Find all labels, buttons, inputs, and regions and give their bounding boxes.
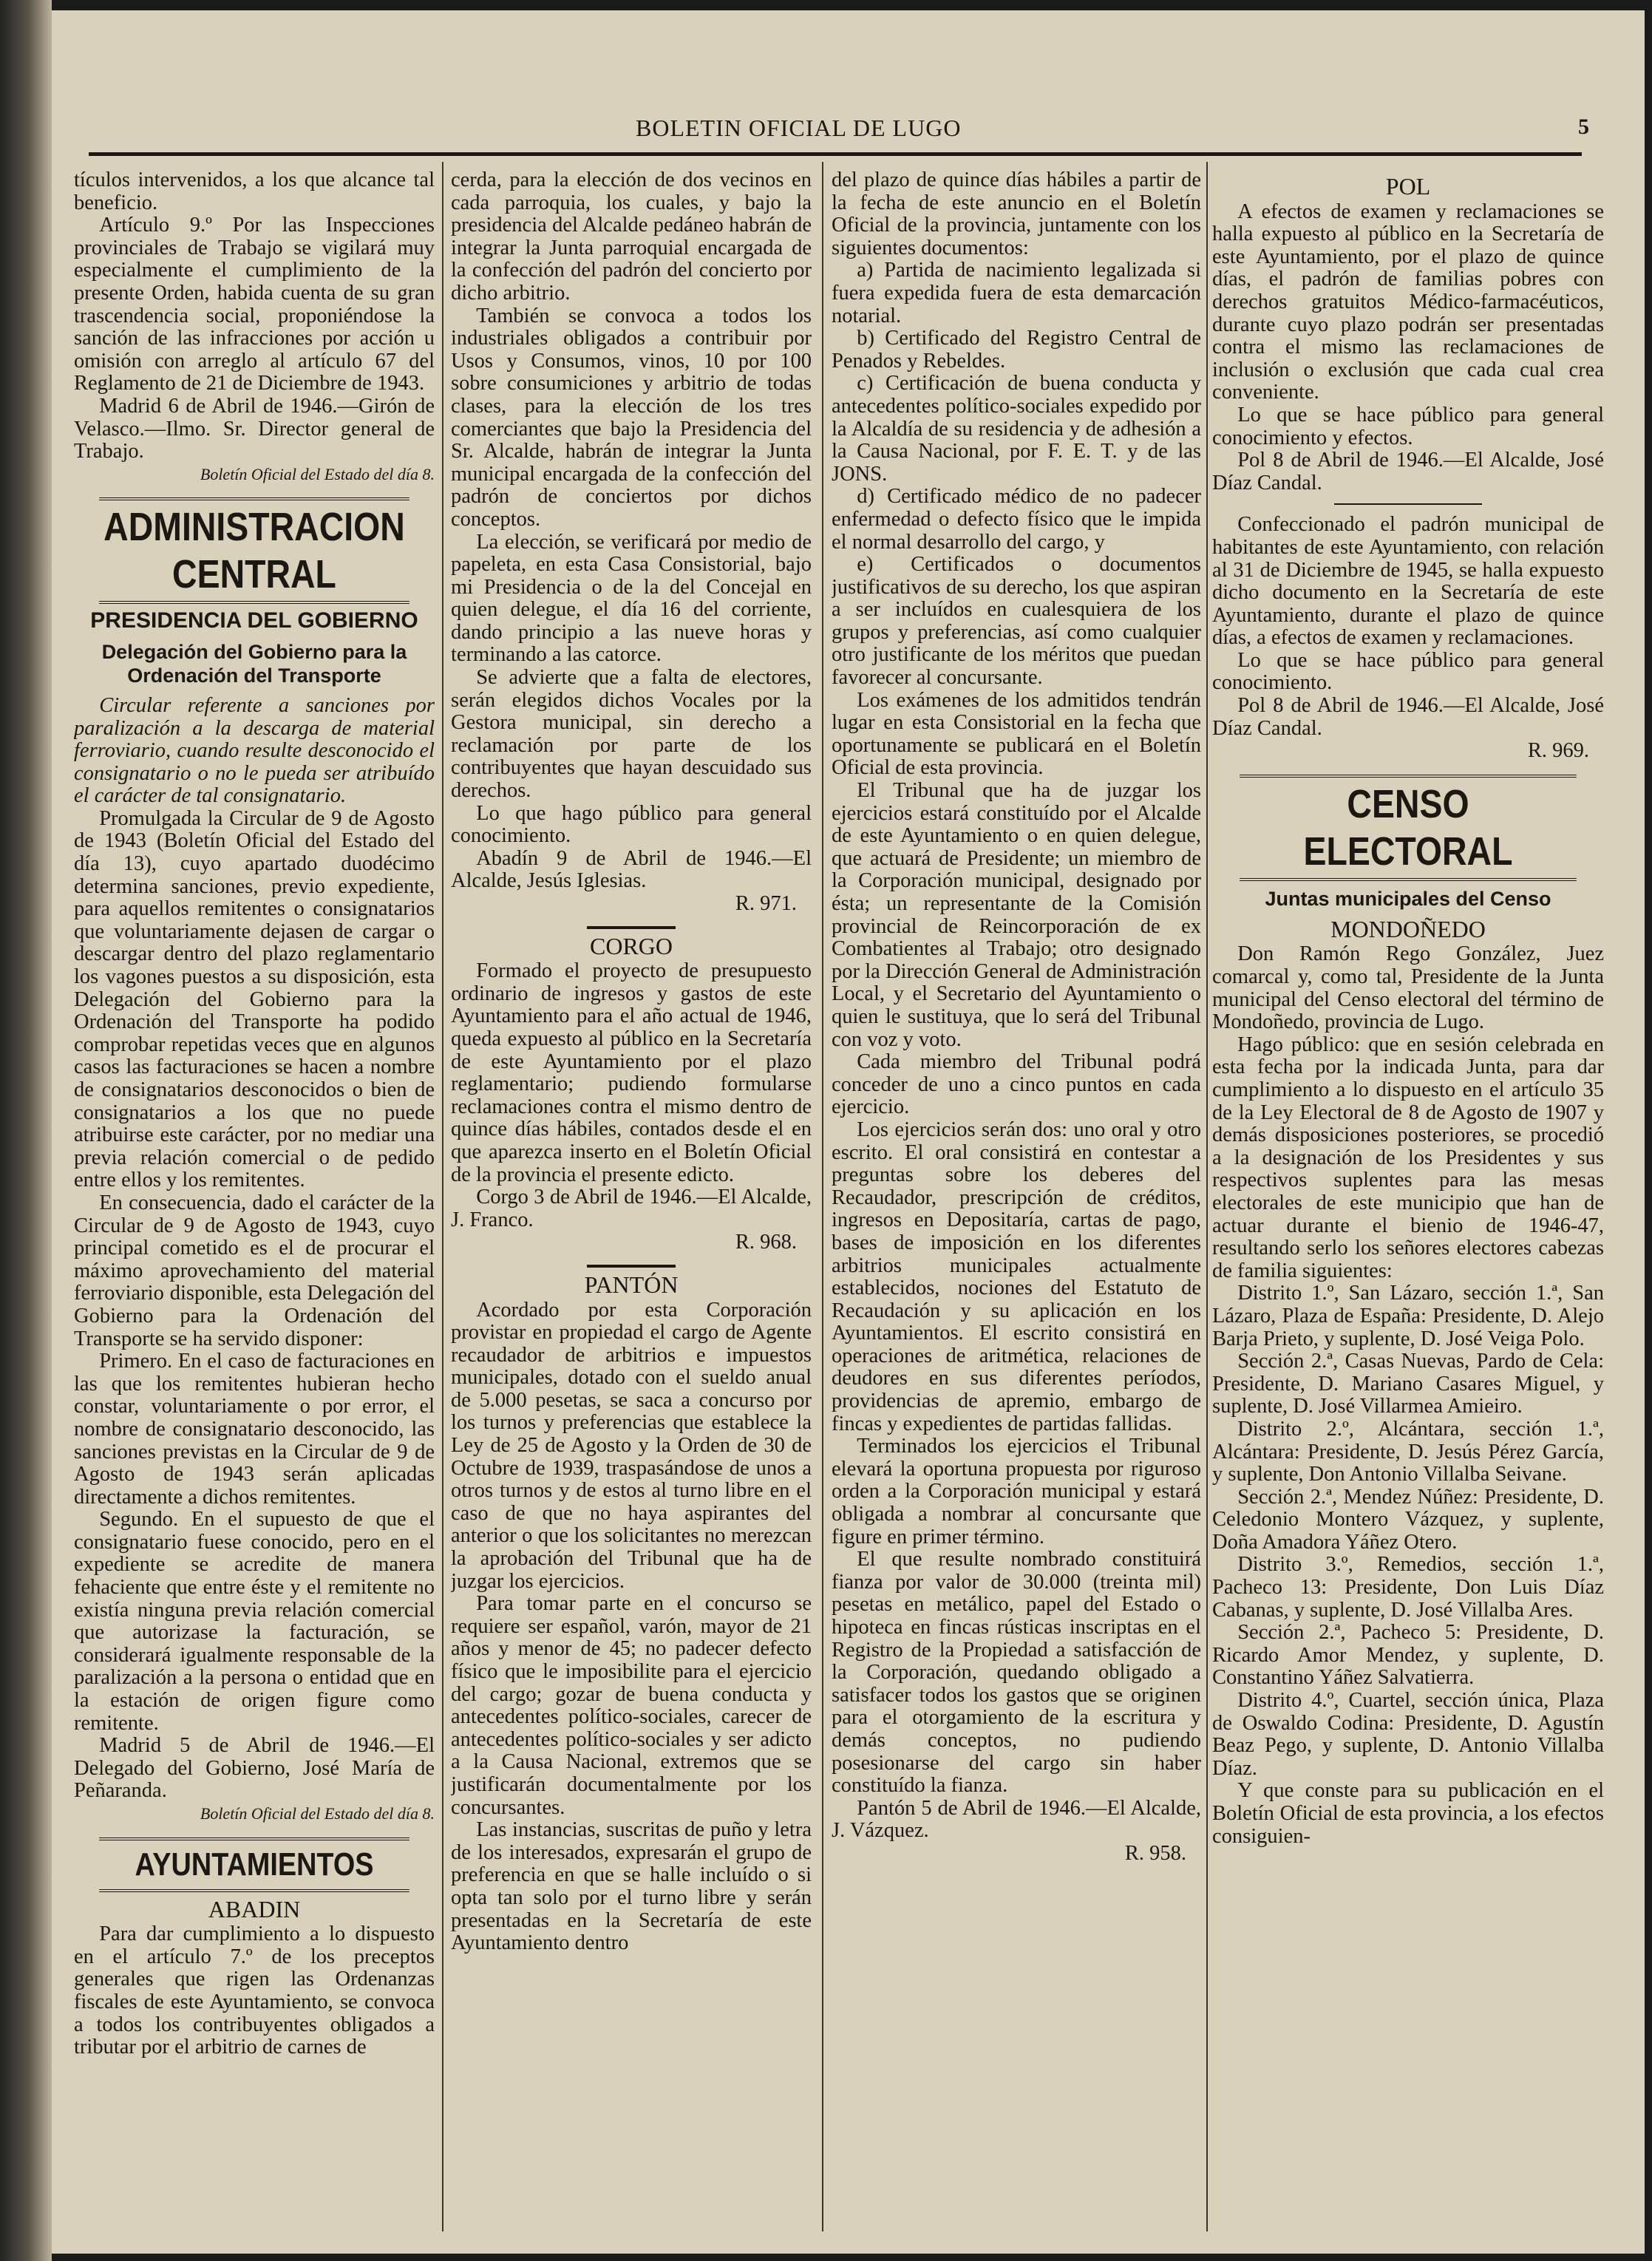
- list-item: a) Partida de nacimiento legalizada si fuera expedida fuera de esta demarcación notarial.: [832, 259, 1201, 327]
- list-item: d) Certificado médico de no padecer enfermedad o defecto físico que le impida el normal desarrollo del cargo, y: [832, 485, 1201, 554]
- paragraph: A efectos de examen y reclamaciones se halla expuesto al público en la Secretaría de este Ayuntamiento, por el plazo de quince días, el padrón de familias pobres con derechos gratuitos Médico-farmacéuticos, durante cuyo plazo podrán ser presentadas contra el mismo las reclamaciones de inclusión o exclusión que cada cual crea conveniente.: [1212, 200, 1604, 404]
- paragraph: Artículo 9.º Por las Inspecciones provinciales de Trabajo se vigilará muy especialmente el cumplimiento de la presente Orden, habida cuenta de su gran trascendencia social, proponiéndose la sanción de las infracciones por acción u omisión con arreglo al artículo 67 del Reglamento de 21 de Diciembre de 1943.: [74, 214, 435, 395]
- header-title: BOLETIN OFICIAL DE LUGO: [636, 115, 962, 141]
- paragraph: El que resulte nombrado constituirá fianza por valor de 30.000 (treinta mil) pesetas en metálico, papel del Estado o hipoteca en fincas rústicas inscriptas en el Registro de la Propiedad a satisfacción de la Corporación, quedando obligado a satisfacer todos los gastos que se originen para el otorgamiento de la escritura y demás conceptos, no pudiendo posesionarse del cargo sin haber constituído la fianza.: [832, 1548, 1201, 1798]
- paragraph: Las instancias, suscritas de puño y letra de los interesados, expresarán el grupo de preferencia en que se halle incluído o si opta tan solo por el turno libre y serán presentadas en la Secretaría de este Ayuntamiento dentro: [451, 1818, 812, 1955]
- column-4: [1212, 169, 1604, 2239]
- reference-number: R. 958.: [1124, 1841, 1186, 1865]
- paragraph: Distrito 4.º, Cuartel, sección única, Plaza de Oswaldo Codina: Presidente, D. Agustín Beaz Pego, y suplente, D. Antonio Villalba Díaz.: [1212, 1689, 1604, 1780]
- separator-rule: [1334, 503, 1482, 505]
- paragraph: Lo que se hace público para general conocimiento y efectos.: [1212, 403, 1604, 449]
- paragraph: Los ejercicios serán dos: uno oral y otro escrito. El oral consistirá en contestar a preguntas sobre los deberes del Recaudador, prescripción de créditos, ingresos en Depositaría, cartas de pago, bases de imposición en los diferentes arbitrios municipales actualmente establecidos, nociones del Estatuto de Recaudación y su aplicación en los Ayuntamientos. El escrito consistirá en operaciones de aritmética, relaciones de deudores en sus diferentes períodos, providencias de apremio, embargo de fincas y expedientes de partidas fallidas.: [832, 1118, 1201, 1435]
- reference-number: R. 968.: [735, 1231, 797, 1254]
- paragraph: Sección 2.ª, Mendez Núñez: Presidente, D. Celedonio Montero Vázquez, y suplente, Doña Amadora Yáñez Otero.: [1212, 1485, 1604, 1554]
- paragraph: Abadín 9 de Abril de 1946.—El Alcalde, Jesús Iglesias.: [451, 846, 812, 893]
- paragraph: Sección 2.ª, Pacheco 5: Presidente, D. Ricardo Amor Mendez, y suplente, D. Constantino Yáñez Salvatierra.: [1212, 1621, 1604, 1690]
- paragraph: Y que conste para su publicación en el Boletín Oficial de esta provincia, a los efectos consiguien-: [1212, 1779, 1604, 1848]
- reference-number: R. 971.: [735, 892, 797, 915]
- paragraph: Distrito 1.º, San Lázaro, sección 1.ª, San Lázaro, Plaza de España: Presidente, D. Alejo Barja Prieto, y suplente, D. José Veiga Polo.: [1212, 1282, 1604, 1350]
- paragraph: Sección 2.ª, Casas Nuevas, Pardo de Cela: Presidente, D. Mariano Casares Miguel, y suplente, D. José Villarmea Amieiro.: [1212, 1350, 1604, 1418]
- source-note: Boletín Oficial del Estado del día 8.: [200, 1804, 435, 1823]
- paragraph: Promulgada la Circular de 9 de Agosto de 1943 (Boletín Oficial del Estado del día 13), cuyo apartado duodécimo determina sanciones, previo expediente, para aquellos remitentes o consignatarios que voluntariamente dejasen de cargar o descargar dentro del plazo reglamentario los vagones puestos a su disposición, esta Delegación del Gobierno para la Ordenación del Transporte ha podido comprobar repetidas veces que en algunos casos las facturaciones se hacen a nombre de consignatarios desconocidos o bien de consignatarios a los que no puede atribuirse este carácter, por no mediar una previa relación comercial o de pedido entre ellos y los remitentes.: [74, 806, 435, 1192]
- paragraph: Lo que se hace público para general conocimiento.: [1212, 648, 1604, 695]
- reference-number: R. 969.: [1527, 739, 1589, 763]
- paragraph: Para tomar parte en el concurso se requiere ser español, varón, mayor de 21 años y menor de 45; no padecer defecto físico que le imposibilite para el ejercicio del cargo; gozar de buena conducta y antecedentes político-sociales, carecer de antecedentes político-sociales y ser adicto a la Causa Nacional, extremos que se justificarán documentalmente por los concursantes.: [451, 1592, 812, 1819]
- paragraph: Acordado por esta Corporación provistar en propiedad el cargo de Agente recaudador de arbitrios e impuestos municipales, dotado con el sueldo anual de 5.000 pesetas, se saca a concurso por los turnos y preferencias que establece la Ley de 25 de Agosto y la Orden de 30 de Octubre de 1939, traspasándose de unos a otros turnos y de estos al turno libre en el caso de que no haya aspirantes del anterior o que los solicitantes no merezcan la aprobación del Tribunal que ha de juzgar los ejercicios.: [451, 1298, 812, 1593]
- section-subtitle: PRESIDENCIA DEL GOBIERNO: [90, 608, 418, 633]
- list-item: c) Certificación de buena conducta y antecedentes político-sociales expedido por la Alcaldía de su residencia y de adhesión a la Causa Nacional, por F. E. T. y de las JONS.: [832, 372, 1201, 486]
- paragraph: Pantón 5 de Abril de 1946.—El Alcalde, J. Vázquez.: [832, 1796, 1201, 1843]
- header-rule: [89, 152, 1582, 156]
- paragraph: Los exámenes de los admitidos tendrán lugar en esta Consistorial en la fecha que oportunamente se publicará en el Boletín Oficial de esta provincia.: [832, 688, 1201, 780]
- paragraph: La elección, se verificará por medio de papeleta, en esta Casa Consistorial, bajo mi Presidencia o de la del Concejal en quien delegue, el día 16 del corriente, dando principio a las nueve horas y terminando a las catorce.: [451, 530, 812, 667]
- column-1: [74, 169, 435, 2239]
- column-2: [451, 169, 812, 2239]
- paragraph: Segundo. En el supuesto de que el consignatario fuese conocido, pero en el expediente se acredite de manera fehaciente que entre éste y el remitente no existía ninguna previa relación comercial que autorizase la facturación, se considerará igualmente responsable de la paralización a la persona o entidad que en la estación de origen figure como remitente.: [74, 1508, 435, 1735]
- town-heading: PANTÓN: [584, 1271, 679, 1298]
- section-subtitle: Juntas municipales del Censo: [1265, 887, 1551, 910]
- paragraph: cerda, para la elección de dos vecinos en cada parroquia, los cuales, y bajo la presidencia del Alcalde pedáneo habrán de integrar la Junta parroquial encargada de la confección del padrón del concierto por dicho arbitrio.: [451, 169, 812, 305]
- paragraph: Pol 8 de Abril de 1946.—El Alcalde, José Díaz Candal.: [1212, 449, 1604, 494]
- paragraph: Don Ramón Rego González, Juez comarcal y, como tal, Presidente de la Junta municipal del Censo electoral del término de Mondoñedo, provincia de Lugo.: [1212, 942, 1604, 1034]
- paragraph: Lo que hago público para general conocimiento.: [451, 801, 812, 848]
- paragraph: Pol 8 de Abril de 1946.—El Alcalde, José Díaz Candal.: [1212, 694, 1604, 740]
- paragraph: Distrito 3.º, Remedios, sección 1.ª, Pacheco 13: Presidente, Don Luis Díaz Cabanas, y suplente, D. José Villalba Ares.: [1212, 1553, 1604, 1622]
- paragraph: Terminados los ejercicios el Tribunal elevará la oportuna propuesta por riguroso orden a la Corporación municipal y estará obligada a nombrar al concursante que figure en primer término.: [832, 1435, 1201, 1548]
- paragraph: Corgo 3 de Abril de 1946.—El Alcalde, J. Franco.: [451, 1186, 812, 1231]
- list-item: e) Certificados o documentos justificativos de su derecho, los que aspiran a ser incluídos en cualesquiera de los grupos y preferencias, así como cualquier otro justificante de los méritos que puedan favorecer al concursante.: [832, 553, 1201, 690]
- column-3: [832, 169, 1201, 2239]
- paragraph: El Tribunal que ha de juzgar los ejercicios estará constituído por el Alcalde de este Ayuntamiento o en quien delegue, que actuará de Presidente; un miembro de la Corporación municipal, designado por ésta; un representante de la Comisión provincial de Reincorporación de ex Combatientes al Trabajo; otro designado por la Dirección General de Administración Local, y el Secretario del Ayuntamiento o quien le sustituya, que lo será del Tribunal con voz y voto.: [832, 779, 1201, 1051]
- section-banner-administracion-central: ADMINISTRACION CENTRAL: [99, 497, 409, 604]
- paragraph: Madrid 6 de Abril de 1946.—Girón de Velasco.—Ilmo. Sr. Director general de Trabajo.: [74, 394, 435, 463]
- page-number: 5: [1578, 115, 1589, 139]
- paragraph: Para dar cumplimiento a lo dispuesto en el artículo 7.º de los preceptos generales que rigen las Ordenanzas fiscales de este Ayuntamiento, se convoca a todos los contribuyentes obligados a tributar por el arbitrio de carnes de: [74, 1922, 435, 2059]
- paragraph: Cada miembro del Tribunal podrá conceder de uno a cinco puntos en cada ejercicio.: [832, 1050, 1201, 1119]
- separator-rule: [587, 926, 676, 929]
- column-divider: [822, 162, 823, 2231]
- paragraph: Hago público: que en sesión celebrada en esta fecha por la indicada Junta, para dar cumplimiento a lo dispuesto en el artículo 35 de la Ley Electoral de 8 de Agosto de 1907 y demás disposiciones posteriores, se procedió a la designación de los Presidentes y sus respectivos suplentes para las mesas electorales de este municipio que han de actuar durante el bienio de 1946-47, resultando serlo los señores electores cabezas de familia siguientes:: [1212, 1033, 1604, 1282]
- section-subtitle: Delegación del Gobierno para la Ordenación del Transporte: [101, 640, 407, 687]
- separator-rule: [587, 1265, 676, 1268]
- paragraph: Se advierte que a falta de electores, serán elegidos dichos Vocales por la Gestora municipal, sin derecho a reclamación por parte de los contribuyentes que hayan descuidado sus derechos.: [451, 666, 812, 803]
- section-banner-ayuntamientos: AYUNTAMIENTOS: [99, 1837, 409, 1892]
- circular-title: Circular referente a sanciones por paralización a la descarga de material ferroviario, cuando resulte desconocido el consignatario o no le pueda ser atribuído el carácter de tal consignatario.: [74, 693, 435, 808]
- newspaper-page: [52, 10, 1645, 2254]
- paragraph: Confeccionado el padrón municipal de habitantes de este Ayuntamiento, con relación al 31 de Diciembre de 1945, se halla expuesto dicho documento en la Secretaría de este Ayuntamiento, durante el plazo de quince días, a efectos de examen y reclamaciones.: [1212, 513, 1604, 650]
- paragraph: del plazo de quince días hábiles a partir de la fecha de este anuncio en el Boletín Oficial de la provincia, juntamente con los siguientes documentos:: [832, 169, 1201, 259]
- list-item: b) Certificado del Registro Central de Penados y Rebeldes.: [832, 327, 1201, 373]
- paragraph: Distrito 2.º, Alcántara, sección 1.ª, Alcántara: Presidente, D. Jesús Pérez García, y suplente, Don Antonio Villalba Seivane.: [1212, 1417, 1604, 1486]
- town-heading: ABADIN: [208, 1895, 301, 1922]
- paragraph: Formado el proyecto de presupuesto ordinario de ingresos y gastos de este Ayuntamiento para el año actual de 1946, queda expuesto al público en la Secretaría de este Ayuntamiento por el plazo reglamentario; pudiendo formularse reclamaciones contra el mismo dentro de quince días hábiles, contados desde el en que aparezca inserto en el Boletín Oficial de la provincia el presente edicto.: [451, 959, 812, 1186]
- book-spine: [0, 0, 52, 2261]
- column-divider: [442, 162, 443, 2231]
- town-heading: MONDOÑEDO: [1330, 915, 1486, 942]
- column-divider: [1206, 162, 1208, 2231]
- section-banner-censo-electoral: CENSO ELECTORAL: [1240, 775, 1577, 881]
- town-heading: CORGO: [589, 932, 673, 959]
- paragraph: Primero. En el caso de facturaciones en las que los remitentes hubieran hecho constar, voluntariamente o por error, el nombre de consignatario desconocido, las sanciones previstas en la Circular de 9 de Agosto de 1943 serán aplicadas directamente a dichos remitentes.: [74, 1350, 435, 1509]
- town-heading: POL: [1385, 173, 1431, 200]
- paragraph: En consecuencia, dado el carácter de la Circular de 9 de Agosto de 1943, cuyo principal cometido es el de procurar el máximo aprovechamiento del material ferroviario disponible, esta Delegación del Gobierno para la Ordenación del Transporte se ha servido disponer:: [74, 1191, 435, 1350]
- page-header: [52, 110, 1645, 147]
- paragraph: tículos intervenidos, a los que alcance tal beneficio.: [74, 169, 435, 214]
- paragraph: También se convoca a todos los industriales obligados a contribuir por Usos y Consumos, vinos, 10 por 100 sobre consumiciones y arbitrio de todas clases, para la elección de los tres comerciantes que bajo la Presidencia del Sr. Alcalde, habrán de integrar la Junta municipal encargada de la confección del padrón de conciertos por dichos conceptos.: [451, 304, 812, 531]
- source-note: Boletín Oficial del Estado del día 8.: [200, 464, 435, 483]
- paragraph: Madrid 5 de Abril de 1946.—El Delegado del Gobierno, José María de Peñaranda.: [74, 1734, 435, 1803]
